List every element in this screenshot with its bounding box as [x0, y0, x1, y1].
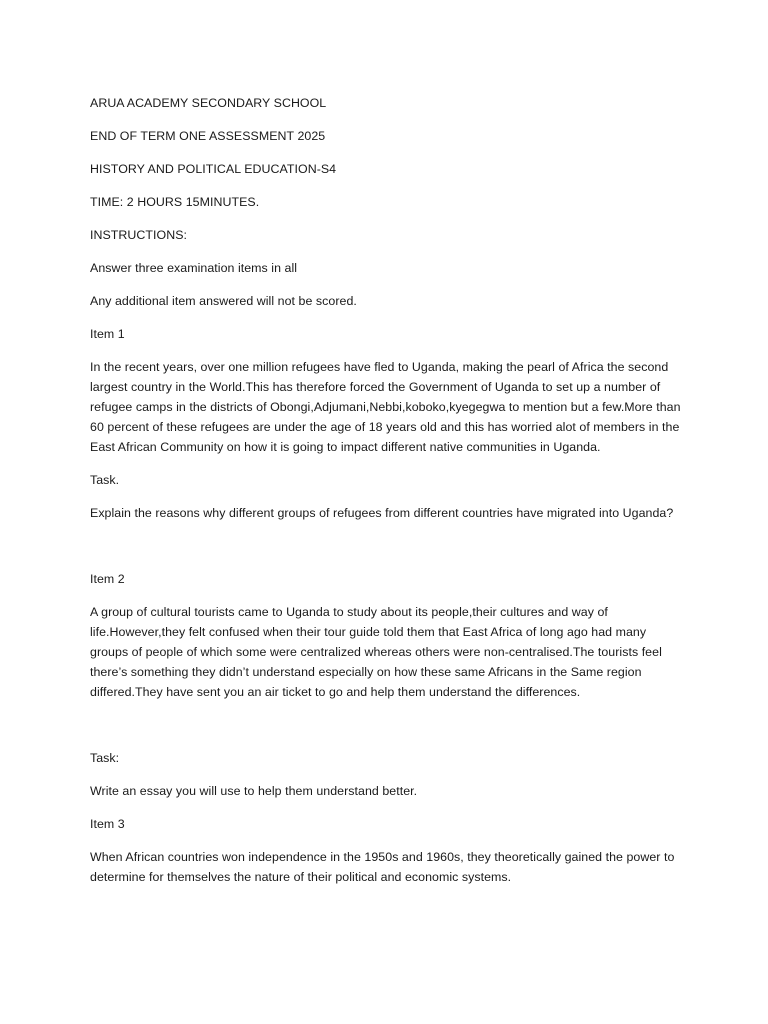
instruction-line-2: Any additional item answered will not be scored.	[90, 294, 357, 308]
assessment-title: END OF TERM ONE ASSESSMENT 2025	[90, 129, 326, 143]
subject-title: HISTORY AND POLITICAL EDUCATION-S4	[90, 162, 337, 176]
spacer	[90, 536, 688, 569]
spacer	[90, 715, 688, 748]
item-1-title: Item 1	[90, 327, 125, 341]
item-1-task-label: Task.	[90, 473, 120, 487]
item-2-title: Item 2	[90, 572, 125, 586]
instructions-heading: INSTRUCTIONS:	[90, 228, 188, 242]
item-2-task: Write an essay you will use to help them understand better.	[90, 784, 418, 798]
item-2-task-label: Task:	[90, 751, 120, 765]
item-2-scenario: A group of cultural tourists came to Uganda to study about its people,their cultures and way of life.However,they felt confused when their tour guide told them that East Africa of long ago had many groups of people of which some were centralized whereas others were non-centralised.The tourists feel there’s something they didn’t understand especially on how these same Africans in the Same region differed.They have sent you an air ticket to go and help them understand the differences.	[90, 605, 662, 699]
instruction-line-1: Answer three examination items in all	[90, 261, 298, 275]
item-1-scenario: In the recent years, over one million refugees have fled to Uganda, making the pearl of Africa the second largest country in the World.This has therefore forced the Government of Uganda to set up a number of refugee camps in the districts of Obongi,Adjumani,Nebbi,koboko,kyegegwa to mention but a few.More than 60 percent of these refugees are under the age of 18 years old and this has worried alot of members in the East African Community on how it is going to impact different native communities in Uganda.	[90, 360, 681, 454]
item-3-title: Item 3	[90, 817, 125, 831]
school-name: ARUA ACADEMY SECONDARY SCHOOL	[90, 96, 327, 110]
exam-duration: TIME: 2 HOURS 15MINUTES.	[90, 195, 260, 209]
item-1-task: Explain the reasons why different groups of refugees from different countries have migrated into Uganda?	[90, 506, 674, 520]
item-3-scenario: When African countries won independence in the 1950s and 1960s, they theoretically gained the power to determine for themselves the nature of their political and economic systems.	[90, 850, 675, 884]
